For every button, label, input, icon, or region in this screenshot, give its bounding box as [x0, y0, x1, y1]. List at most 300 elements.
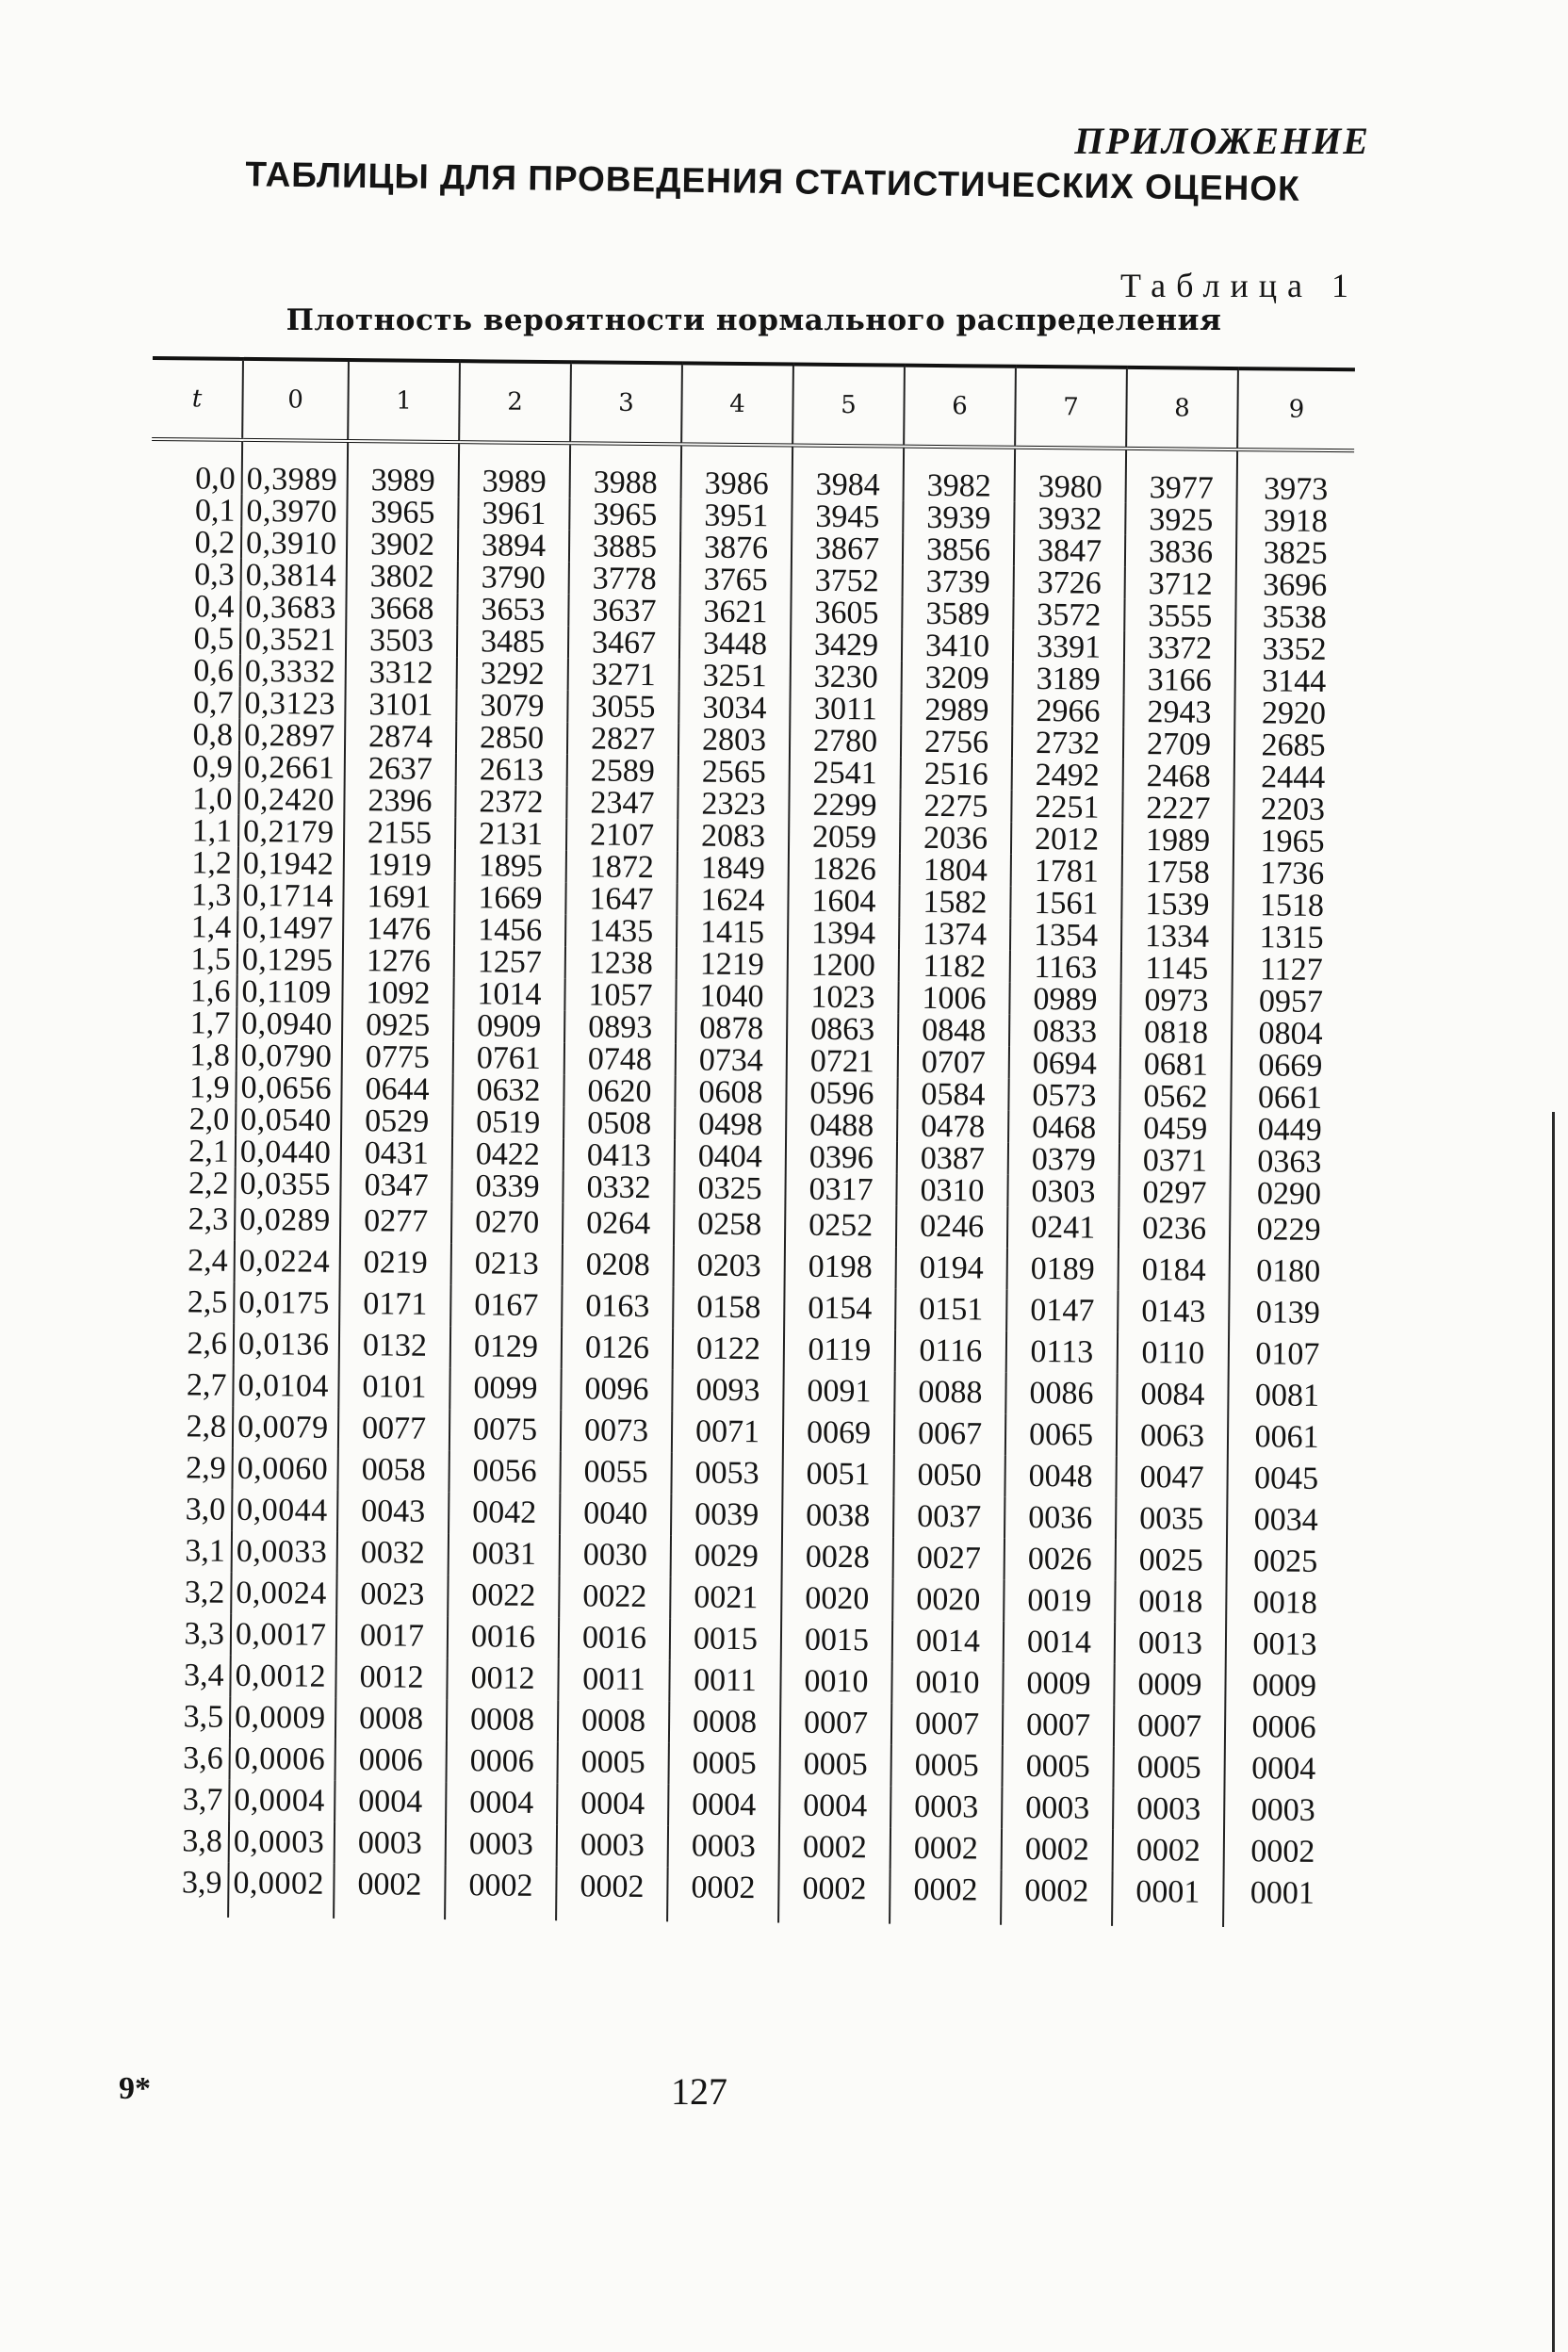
table-cell: 0189	[1007, 1249, 1119, 1291]
table-cell: 0032	[337, 1532, 449, 1575]
table-cell: 0,0136	[234, 1324, 339, 1366]
table-cell: 0,2179	[238, 815, 344, 848]
table-cell: 0003	[1224, 1789, 1341, 1832]
row-label-cell: 0,9	[192, 748, 233, 785]
table-cell: 0180	[1230, 1250, 1347, 1293]
table-cell: 0,0540	[236, 1103, 341, 1136]
table-cell: 0297	[1119, 1176, 1230, 1209]
table-cell: 1826	[789, 853, 900, 886]
row-label-cell: 0,4	[193, 588, 235, 625]
table-cell: 0,0009	[230, 1697, 335, 1740]
table-cell: 3894	[458, 529, 569, 562]
table-cell: 0,0012	[230, 1656, 335, 1698]
table-cell: 0013	[1226, 1624, 1343, 1666]
table-cell: 0459	[1119, 1112, 1231, 1145]
table-cell: 2444	[1234, 760, 1351, 793]
table-cell: 0325	[674, 1171, 785, 1204]
table-cell: 0584	[897, 1078, 1008, 1111]
table-cell: 0009	[1114, 1664, 1225, 1707]
table-cell: 0449	[1231, 1113, 1348, 1146]
table-cell: 1804	[900, 854, 1011, 887]
table-cell: 0016	[448, 1616, 559, 1658]
table-cell: 0099	[449, 1367, 561, 1410]
table-cell: 0043	[337, 1491, 449, 1533]
table-cell: 0007	[1114, 1706, 1225, 1748]
table-cell: 0,0940	[237, 1007, 342, 1040]
table-cell: 0219	[340, 1242, 451, 1284]
table-cell: 0002	[334, 1864, 446, 1919]
table-cell: 2589	[567, 754, 678, 787]
table-cell: 2613	[456, 753, 567, 786]
table-cell: 0151	[895, 1289, 1006, 1331]
table-cell: 3079	[456, 689, 567, 722]
table-cell: 0258	[674, 1203, 785, 1246]
table-cell: 0508	[564, 1106, 675, 1139]
row-label-cell: 2,0	[188, 1101, 230, 1137]
table-cell: 1023	[787, 980, 898, 1013]
table-cell: 0,1497	[237, 911, 343, 944]
table-cell: 0,0790	[237, 1039, 342, 1072]
table-cell: 3251	[679, 659, 791, 692]
table-cell: 3696	[1236, 568, 1353, 601]
table-cell: 0363	[1231, 1145, 1348, 1178]
table-cell: 0040	[560, 1493, 671, 1535]
page-number: 127	[671, 2070, 727, 2113]
table-cell: 3856	[903, 533, 1014, 566]
row-label-cell: 3,2	[184, 1575, 225, 1610]
table-cell: 0721	[787, 1044, 898, 1077]
table-cell: 0003	[335, 1822, 446, 1865]
table-cell: 3973	[1237, 449, 1355, 505]
table-cell: 0,3521	[240, 623, 346, 656]
table-cell: 2637	[345, 752, 456, 785]
table-cell: 0661	[1231, 1081, 1348, 1114]
table-cell: 3726	[1014, 566, 1125, 599]
table-cell: 0208	[563, 1244, 674, 1286]
table-cell: 1127	[1233, 953, 1349, 986]
table-cell: 0058	[337, 1449, 449, 1492]
table-cell: 0246	[896, 1206, 1007, 1249]
table-cell: 2203	[1233, 792, 1350, 825]
table-cell: 0562	[1119, 1080, 1231, 1113]
table-cell: 2850	[456, 721, 567, 754]
table-cell: 0005	[779, 1743, 890, 1786]
table-cell: 1014	[453, 977, 564, 1010]
table-cell: 0,0044	[232, 1490, 337, 1532]
table-cell: 3945	[792, 500, 903, 533]
table-cell: 0075	[449, 1409, 561, 1451]
table-cell: 0,0004	[229, 1780, 335, 1822]
table-cell: 0003	[1002, 1788, 1113, 1830]
table-cell: 3752	[792, 564, 903, 597]
table-cell: 3467	[568, 626, 679, 659]
table-cell: 0010	[780, 1660, 891, 1703]
table-cell: 1919	[344, 848, 455, 881]
row-label-cell: 3,4	[183, 1658, 224, 1693]
table-cell: 0091	[783, 1370, 894, 1413]
table-cell: 0036	[1004, 1497, 1116, 1540]
table-cell: 0113	[1006, 1331, 1118, 1374]
table-cell: 0488	[786, 1108, 897, 1141]
table-cell: 0,3989	[242, 440, 349, 496]
table-cell: 3918	[1236, 504, 1353, 537]
row-label-cell: 1,0	[191, 780, 233, 817]
table-cell: 2299	[789, 789, 900, 822]
table-cell: 0252	[785, 1204, 896, 1247]
table-label: Таблица 1	[1120, 267, 1359, 304]
table-cell: 2227	[1122, 792, 1233, 825]
table-cell: 0989	[1009, 983, 1120, 1016]
table-cell: 0681	[1120, 1048, 1232, 1081]
table-cell: 0804	[1232, 1017, 1348, 1050]
table-cell: 0030	[560, 1534, 671, 1576]
table-cell: 3988	[570, 443, 682, 498]
table-cell: 2989	[901, 694, 1012, 727]
table-cell: 0077	[338, 1408, 449, 1450]
table-cell: 0014	[1004, 1622, 1115, 1664]
page-edge-line	[1552, 1112, 1555, 2352]
table-cell: 0005	[1002, 1746, 1113, 1788]
table-cell: 0073	[561, 1410, 672, 1452]
table-cell: 3939	[903, 501, 1014, 534]
table-cell: 0051	[782, 1453, 893, 1495]
table-cell: 0071	[672, 1411, 783, 1453]
table-cell: 1163	[1010, 951, 1121, 984]
table-cell: 0468	[1008, 1111, 1119, 1144]
table-cell: 0,2661	[239, 751, 345, 784]
table-cell: 0004	[446, 1782, 557, 1824]
table-cell: 0707	[898, 1046, 1009, 1079]
table-cell: 3621	[679, 595, 791, 628]
table-cell: 0154	[784, 1287, 895, 1330]
table-cell: 0042	[449, 1492, 560, 1534]
table-cell: 3847	[1014, 534, 1125, 567]
table-cell: 3605	[791, 596, 902, 629]
table-cell: 0022	[559, 1576, 670, 1618]
table-cell: 3951	[680, 498, 792, 531]
row-label-cell: 1,4	[190, 908, 232, 945]
table-cell: 1849	[678, 851, 789, 884]
table-cell: 2275	[900, 790, 1011, 823]
table-cell: 3166	[1124, 663, 1235, 696]
table-cell: 3961	[458, 497, 569, 530]
table-cell: 3189	[1013, 662, 1124, 695]
table-cell: 0,3332	[240, 655, 346, 688]
table-cell: 1518	[1233, 889, 1349, 922]
table-cell: 0241	[1007, 1207, 1119, 1250]
table-cell: 0,0024	[231, 1573, 336, 1615]
table-cell: 1872	[566, 850, 678, 883]
table-cell: 0909	[453, 1009, 564, 1042]
table-cell: 0003	[890, 1787, 1002, 1829]
table-cell: 0,1109	[237, 975, 342, 1008]
row-label-cell: 2,8	[186, 1409, 227, 1445]
table-cell: 1965	[1233, 825, 1350, 858]
table-cell: 0015	[781, 1619, 892, 1661]
table-cell: 3637	[568, 594, 679, 627]
table-cell: 0,0079	[233, 1407, 338, 1449]
row-label-cell: 1,7	[189, 1004, 231, 1041]
column-header-8: 8	[1126, 368, 1238, 449]
table-cell: 0277	[340, 1200, 451, 1243]
column-header-9: 9	[1237, 368, 1355, 450]
table-cell: 2468	[1123, 760, 1234, 792]
table-cell: 0004	[1224, 1748, 1341, 1790]
table-cell: 1334	[1121, 920, 1233, 953]
table-cell: 3790	[458, 561, 569, 594]
table-cell: 3572	[1013, 598, 1124, 631]
table-cell: 2059	[789, 821, 900, 854]
table-cell: 3902	[347, 528, 458, 561]
column-header-2: 2	[459, 361, 571, 443]
table-cell: 0413	[564, 1138, 675, 1171]
table-cell: 1435	[565, 914, 677, 947]
table-cell: 0067	[894, 1413, 1005, 1456]
table-cell: 0,0224	[235, 1241, 340, 1283]
table-cell: 2920	[1234, 696, 1351, 729]
table-cell: 0001	[1223, 1872, 1341, 1928]
table-cell: 0,0175	[234, 1282, 339, 1325]
table-cell: 1145	[1121, 952, 1233, 985]
table-cell: 0371	[1119, 1144, 1231, 1177]
table-cell: 2874	[345, 720, 456, 753]
table-cell: 0848	[898, 1014, 1009, 1047]
table-cell: 0303	[1007, 1175, 1119, 1208]
table-cell: 0005	[557, 1741, 668, 1784]
table-cell: 0005	[668, 1742, 779, 1785]
column-header-t: t	[152, 358, 243, 440]
table-cell: 0037	[893, 1496, 1004, 1539]
table-cell: 0025	[1227, 1541, 1344, 1583]
table-cell: 0761	[453, 1041, 564, 1074]
row-label-cell: 1,5	[190, 940, 232, 977]
row-label-cell: 2,5	[187, 1284, 228, 1320]
table-cell: 0347	[340, 1168, 451, 1201]
table-cell: 3989	[459, 442, 571, 498]
table-cell: 0018	[1115, 1581, 1226, 1624]
table-cell: 3825	[1236, 536, 1353, 569]
table-cell: 1476	[343, 912, 454, 945]
table-cell: 2492	[1012, 759, 1123, 792]
table-cell: 2966	[1012, 694, 1123, 727]
table-cell: 0775	[342, 1040, 453, 1073]
table-cell: 0047	[1116, 1457, 1227, 1499]
table-cell: 0007	[1003, 1705, 1114, 1747]
table-cell: 0027	[893, 1538, 1004, 1580]
table-cell: 1238	[565, 946, 677, 979]
table-cell: 2131	[455, 817, 566, 850]
table-cell: 3867	[792, 532, 903, 565]
table-cell: 2347	[566, 786, 678, 819]
table-cell: 1374	[899, 918, 1010, 951]
table-cell: 0011	[669, 1659, 780, 1702]
table-cell: 0198	[785, 1246, 896, 1288]
table-cell: 0003	[668, 1825, 779, 1868]
table-cell: 0048	[1004, 1456, 1116, 1498]
table-cell: 1276	[343, 944, 454, 977]
table-cell: 1057	[564, 978, 676, 1011]
table-cell: 0236	[1119, 1208, 1230, 1250]
row-label-cell: 0,7	[192, 684, 234, 721]
table-cell: 0006	[1225, 1707, 1342, 1749]
table-cell: 0002	[890, 1828, 1002, 1870]
table-cell: 3271	[568, 658, 679, 691]
table-cell: 0001	[1112, 1871, 1224, 1927]
table-cell: 3876	[680, 531, 792, 564]
table-body	[138, 439, 1354, 1928]
table-cell: 0010	[891, 1662, 1003, 1705]
table-cell: 0422	[452, 1137, 564, 1170]
table-cell: 2565	[678, 755, 790, 788]
table-cell: 3429	[791, 629, 902, 662]
table-cell: 0055	[560, 1451, 671, 1494]
table-cell: 0,3910	[241, 527, 347, 560]
table-cell: 0833	[1009, 1015, 1120, 1048]
table-cell: 1182	[899, 950, 1010, 983]
row-label-cell: 1,2	[191, 844, 233, 881]
table-cell: 0498	[675, 1107, 786, 1140]
table-cell: 3965	[347, 496, 458, 529]
table-cell: 1624	[677, 883, 788, 916]
table-cell: 0,1942	[238, 847, 344, 880]
table-cell: 0065	[1005, 1414, 1117, 1457]
table-cell: 3989	[348, 441, 460, 497]
table-cell: 2396	[344, 784, 455, 817]
table-cell: 0,0060	[232, 1448, 337, 1491]
table-cell: 0035	[1116, 1498, 1227, 1541]
row-label-cell: 0,3	[194, 556, 235, 593]
appendix-heading: ПРИЛОЖЕНИЕ	[1074, 120, 1370, 162]
table-cell: 0158	[673, 1286, 784, 1329]
row-label-cell: 1,9	[188, 1069, 230, 1105]
table-cell: 0084	[1117, 1374, 1228, 1416]
table-cell: 1604	[788, 885, 899, 918]
table-cell: 1257	[454, 945, 565, 978]
table-cell: 0194	[896, 1248, 1007, 1290]
table-cell: 0,3683	[240, 591, 346, 624]
table-cell: 0878	[676, 1011, 787, 1044]
table-cell: 0029	[671, 1535, 782, 1577]
table-cell: 0004	[557, 1783, 668, 1825]
row-label-cell: 2,4	[188, 1243, 228, 1279]
table-cell: 0093	[672, 1369, 783, 1412]
table-cell: 3965	[569, 498, 680, 531]
table-cell: 1200	[788, 948, 899, 981]
row-label-cell: 2,7	[186, 1367, 227, 1403]
table-cell: 2323	[678, 787, 789, 820]
table-cell: 0004	[335, 1781, 446, 1823]
column-header-6: 6	[904, 366, 1016, 448]
table-cell: 0,0289	[235, 1200, 340, 1242]
table-cell: 0005	[890, 1745, 1002, 1788]
table-cell: 1394	[788, 917, 899, 950]
table-cell: 2251	[1011, 791, 1122, 824]
table-cell: 3885	[569, 530, 680, 563]
table-cell: 0002	[778, 1868, 890, 1923]
column-header-3: 3	[570, 362, 682, 444]
table-cell: 0009	[1225, 1665, 1342, 1707]
table-cell: 0016	[559, 1617, 670, 1659]
table-cell: 0002	[779, 1826, 890, 1869]
table-cell: 0694	[1009, 1047, 1120, 1080]
table-cell: 0290	[1230, 1177, 1347, 1210]
table-cell: 1456	[454, 913, 565, 946]
table-cell: 0011	[558, 1658, 669, 1701]
table-cell: 3980	[1015, 448, 1127, 503]
table-cell: 0139	[1229, 1292, 1346, 1334]
table-cell: 1895	[455, 849, 566, 882]
table-cell: 0925	[342, 1008, 453, 1041]
table-cell: 0002	[1224, 1831, 1341, 1873]
row-label-cell: 3,3	[184, 1616, 225, 1652]
row-label-cell: 2,6	[187, 1326, 228, 1362]
table-cell: 0015	[670, 1618, 781, 1660]
table-cell: 1354	[1010, 919, 1121, 952]
table-cell: 0002	[1113, 1830, 1224, 1872]
table-cell: 1219	[677, 947, 788, 980]
table-cell: 1781	[1011, 855, 1122, 888]
table-cell: 3589	[902, 597, 1013, 630]
table-cell: 0734	[676, 1043, 787, 1076]
table-cell: 0431	[341, 1136, 452, 1169]
table-cell: 3312	[346, 656, 457, 689]
normal-density-table	[138, 356, 1355, 1928]
table-cell: 0009	[1003, 1663, 1114, 1706]
table-cell: 0129	[450, 1326, 562, 1368]
table-cell: 3144	[1235, 664, 1352, 697]
table-cell: 0002	[445, 1865, 557, 1920]
table-cell: 0006	[335, 1740, 446, 1782]
table-cell: 3372	[1124, 631, 1235, 664]
table-cell: 2780	[790, 725, 901, 758]
table-cell: 0039	[671, 1494, 782, 1536]
table-cell: 3932	[1014, 502, 1125, 535]
table-cell: 3555	[1124, 599, 1235, 632]
table-cell: 3668	[346, 592, 457, 625]
table-cell: 0053	[671, 1452, 782, 1494]
row-label-cell: 1,3	[190, 876, 232, 913]
table-cell: 0132	[339, 1325, 450, 1367]
row-label-cell: 3,1	[185, 1533, 226, 1569]
table-cell: 0,0355	[235, 1168, 340, 1200]
row-label-cell: 0,0	[195, 460, 236, 497]
row-label-cell: 0,6	[193, 652, 234, 689]
table-cell: 0119	[784, 1329, 895, 1371]
table-cell: 0608	[675, 1075, 786, 1108]
table-cell: 0021	[670, 1576, 781, 1619]
table-cell: 1092	[342, 976, 453, 1009]
table-cell: 0387	[897, 1142, 1008, 1175]
table-cell: 0122	[673, 1328, 784, 1370]
table-cell: 0022	[448, 1575, 559, 1617]
row-label-cell: 3,9	[181, 1865, 222, 1901]
table-cell: 0,0017	[231, 1614, 336, 1657]
table-cell: 0034	[1227, 1499, 1344, 1542]
table-cell: 2083	[678, 819, 789, 852]
table-cell: 0863	[787, 1012, 898, 1045]
table-cell: 0147	[1006, 1290, 1118, 1332]
table-cell: 3352	[1235, 632, 1352, 665]
table-cell: 3977	[1126, 449, 1238, 504]
table-cell: 0396	[786, 1140, 897, 1173]
table-cell: 0310	[896, 1174, 1007, 1207]
table-cell: 0002	[890, 1870, 1002, 1925]
table-cell: 0003	[446, 1823, 557, 1866]
row-label-cell: 1,8	[189, 1037, 231, 1073]
table-cell: 0002	[667, 1867, 779, 1922]
table-cell: 0,0656	[236, 1071, 341, 1104]
table-cell: 0014	[892, 1621, 1004, 1663]
